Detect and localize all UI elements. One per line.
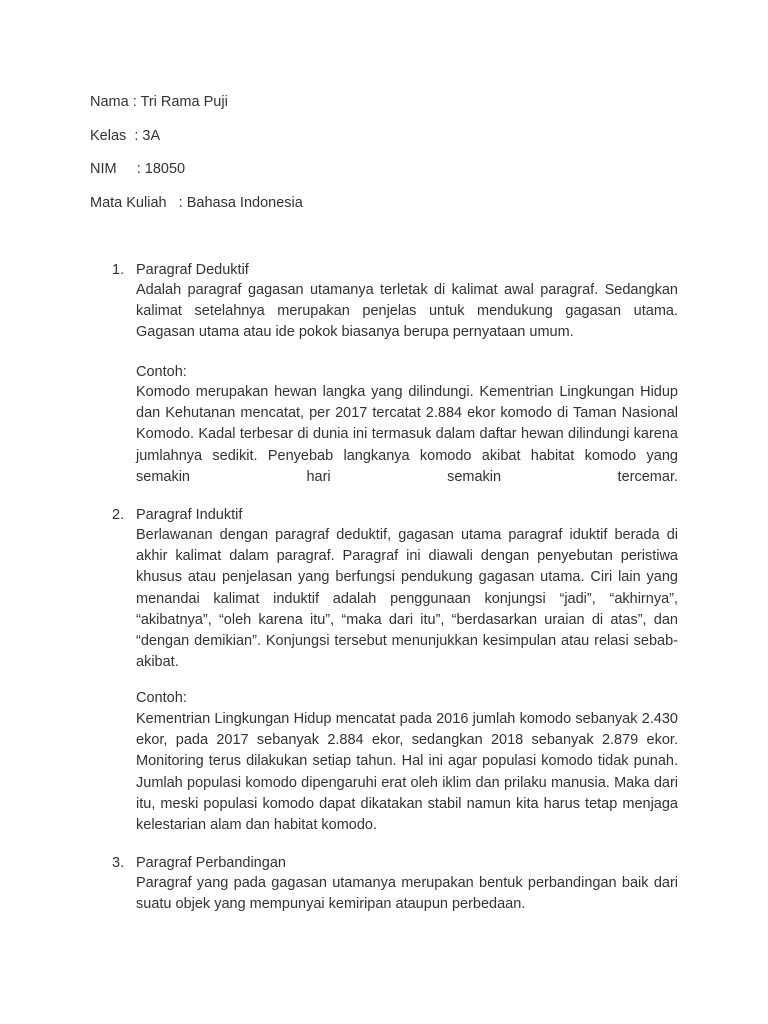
student-name: Nama : Tri Rama Puji [90,94,228,110]
list-number: 2. [112,507,125,523]
course-name: Mata Kuliah : Bahasa Indonesia [90,195,303,211]
section-title: Paragraf Perbandingan [136,855,286,871]
section-example [136,382,678,488]
student-class: Kelas : 3A [90,128,161,144]
example-text: Komodo merupakan hewan langka yang dilindungi. Kementrian Lingkungan Hidup dan Kehutanan mencatat, per 2017 tercatat 2.884 ekor komodo di Taman Nasional Komodo. Kadal terbesar di dunia ini termasuk dalam daftar hewan dilindungi karena jumlahnya sedikit. Penyebab langkanya komodo akibat habitat komodo yang semakin hari semakin tercemar. [136,384,678,485]
list-number: 3. [112,855,125,871]
definition-text: Paragraf yang pada gagasan utamanya merupakan bentuk perbandingan baik dari suatu objek yang mempunyai kemiripan ataupun perbedaan. [136,875,678,913]
section-definition [136,873,678,915]
example-label: Contoh: [136,690,187,706]
section-title: Paragraf Deduktif [136,262,249,278]
section-definition [136,280,678,344]
student-nim: NIM : 18050 [90,161,186,177]
section-definition [136,525,678,673]
section-example [136,709,678,836]
example-text: Kementrian Lingkungan Hidup mencatat pada 2016 jumlah komodo sebanyak 2.430 ekor, pada 2017 sebanyak 2.884 ekor, sedangkan 2018 sebanyak 2.879 ekor. Monitoring terus dilakukan setiap tahun. Hal ini agar populasi komodo tidak punah. Jumlah populasi komodo dipengaruhi erat oleh iklim dan prilaku manusia. Maka dari itu, meski populasi komodo dapat dikatakan stabil namun kita harus tetap menjaga kelestarian alam dan habitat komodo. [136,711,678,834]
list-number: 1. [112,262,125,278]
example-label: Contoh: [136,364,187,380]
definition-text: Berlawanan dengan paragraf deduktif, gagasan utama paragraf iduktif berada di akhir kalimat dalam paragraf. Paragraf ini diawali dengan penyebutan peristiwa khusus atau penjelasan yang berfungsi pendukung gagasan utama. Ciri lain yang menandai kalimat induktif adalah penggunaan konjungsi “jadi”, “akhirnya”, “akibatnya”, “oleh karena itu”, “maka dari itu”, “berdasarkan uraian di atas”, dan “dengan demikian”. Konjungsi tersebut menunjukkan kesimpulan atau relasi sebab-akibat. [136,527,678,671]
definition-text: Adalah paragraf gagasan utamanya terletak di kalimat awal paragraf. Sedangkan kalimat setelahnya merupakan penjelas untuk mendukung gagasan utama. Gagasan utama atau ide pokok biasanya berupa pernyataan umum. [136,282,678,341]
section-title: Paragraf Induktif [136,507,243,523]
